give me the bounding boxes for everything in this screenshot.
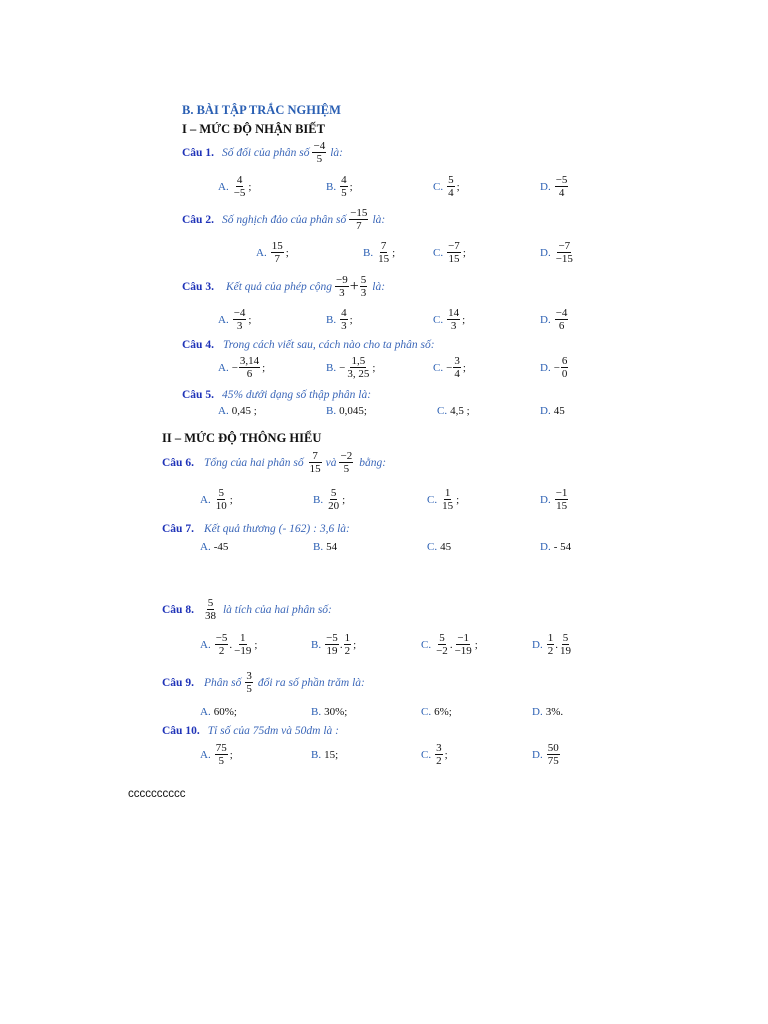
q3-b-fraction: $\frac{4}{3}$ [341,307,347,332]
q6-b-fraction: $\frac{5}{20}$ [328,487,340,512]
question-4-number: Câu 4. [182,339,214,351]
q1-c-fraction: $\frac{5}{4}$ [448,174,454,199]
section-b-title: B. BÀI TẬP TRẮC NGHIỆM [182,103,341,117]
q10-d-fraction: $\frac{50}{75}$ [547,742,559,767]
question-6-fraction-2: $\frac{-2}{5}$ [340,450,353,475]
question-9 [162,670,365,695]
question-3-fraction-1: $\frac{-9}{3}$ [336,274,348,299]
question-5-text: 45% dưới dạng số thập phân là: [221,389,372,401]
q5-option-a[interactable]: A. 0,45 ; [218,405,257,417]
q4-option-c[interactable]: C. − $\frac{3}{4}$ ; [433,355,466,380]
q2-option-b[interactable]: B. $\frac{7}{15}$ ; [363,240,396,265]
question-8-text: là tích của hai phân số: [222,603,332,616]
question-8-number: Câu 8. [162,603,194,616]
q7-option-d[interactable]: D. - 54 [540,541,572,553]
question-2-text-end: là: [372,213,386,226]
q7-option-c[interactable]: C. 45 [427,541,452,553]
question-10-number: Câu 10. [162,725,200,737]
q10-a-fraction: $\frac{75}{5}$ [215,742,227,767]
q3-option-d[interactable]: D. $\frac{-4}{6}$ [540,307,568,332]
q10-c-fraction: $\frac{3}{2}$ [436,742,442,767]
question-3-fraction-2: $\frac{5}{3}$ [360,274,367,299]
question-2-fraction: $\frac{-15}{7}$ [350,207,368,232]
q9-option-d[interactable]: D. 3%. [532,706,564,718]
question-9-fraction: $\frac{3}{5}$ [246,670,252,695]
q5-option-b[interactable]: B. 0,045; [326,405,367,417]
q2-b-fraction: $\frac{7}{15}$ [378,240,390,265]
q5-option-c[interactable]: C. 4,5 ; [437,405,470,417]
q4-option-b[interactable]: B. − $\frac{1,5}{3, 25}$ ; [326,355,376,380]
question-3-text: Kết quả của phép cộng [225,280,332,293]
q9-option-b[interactable]: B. 30%; [311,706,348,718]
question-7 [162,523,350,535]
question-1-number: Câu 1. [182,146,214,159]
q8-c-fraction-1: $\frac{5}{-2}$ [436,632,448,657]
q8-b-fraction-2: $\frac{1}{2}$ [344,632,351,657]
q6-option-d[interactable]: D. $\frac{-1}{15}$ [540,487,568,512]
question-1-text: Số đối của phân số [221,146,310,159]
q10-option-c[interactable]: C. $\frac{3}{2}$ ; [421,742,448,767]
question-3-number: Câu 3. [182,280,214,293]
question-1-fraction: $\frac{-4}{5}$ [313,140,326,165]
question-7-number: Câu 7. [162,523,194,535]
q8-d-fraction-2: $\frac{5}{19}$ [559,632,571,657]
q7-option-b[interactable]: B. 54 [313,541,338,553]
q8-option-b[interactable]: B. $\frac{-5}{19}$ . $\frac{1}{2}$ ; [311,632,357,657]
question-6-number: Câu 6. [162,456,194,469]
q1-d-fraction: $\frac{-5}{4}$ [555,174,568,199]
q5-option-d[interactable]: D. 45 [540,405,565,417]
question-5-number: Câu 5. [182,389,214,401]
q6-c-fraction: $\frac{1}{15}$ [442,487,454,512]
q6-d-fraction: $\frac{-1}{15}$ [555,487,568,512]
q2-a-fraction: $\frac{15}{7}$ [271,240,283,265]
q4-a-fraction: $\frac{3,14}{6}$ [239,355,260,380]
question-3-text-end: là: [372,280,386,293]
q8-option-c[interactable]: C. $\frac{5}{-2}$ . $\frac{-1}{-19}$ ; [421,632,478,657]
question-10-text: Tỉ số của 75dm và 50dm là : [207,725,339,737]
q2-option-d[interactable]: D. $\frac{-7}{-15}$ [540,240,573,265]
question-6 [162,450,386,475]
q8-c-fraction-2: $\frac{-1}{-19}$ [454,632,472,657]
level-1-heading: I – MỨC ĐỘ NHẬN BIẾT [182,122,325,136]
q8-a-fraction-2: $\frac{1}{-19}$ [234,632,252,657]
question-6-fraction-1: $\frac{7}{15}$ [309,450,321,475]
q10-option-b[interactable]: B. 15; [311,749,339,761]
q4-d-fraction: $\frac{6}{0}$ [561,355,568,380]
q3-d-fraction: $\frac{-4}{6}$ [555,307,568,332]
q1-b-fraction: $\frac{4}{5}$ [341,174,347,199]
question-1-text-end: là: [330,146,343,159]
question-6-and: và [325,456,337,469]
level-2-heading: II – MỨC ĐỘ THÔNG HIỂU [162,431,322,445]
q3-a-fraction: $\frac{-4}{3}$ [233,307,246,332]
q2-option-a[interactable]: A. $\frac{15}{7}$ ; [256,240,289,265]
q3-c-fraction: $\frac{14}{3}$ [448,307,460,332]
q3-option-a[interactable]: A. $\frac{-4}{3}$ ; [218,307,252,332]
question-4-text: Trong cách viết sau, cách nào cho ta phân số: [222,339,435,351]
q9-option-a[interactable]: A. 60%; [200,706,237,718]
question-2-text: Số nghịch đảo của phân số [221,213,347,226]
q1-option-a[interactable]: A. $\frac{4}{-5}$ ; [218,174,252,199]
question-8 [162,597,332,622]
q6-option-c[interactable]: C. $\frac{1}{15}$ ; [427,487,460,512]
question-6-text-end: bằng: [359,456,387,469]
question-9-text: Phân số [203,676,242,689]
question-5 [182,389,371,401]
q8-d-fraction-1: $\frac{1}{2}$ [547,632,554,657]
q7-option-a[interactable]: A. -45 [200,541,229,553]
q2-d-fraction: $\frac{-7}{-15}$ [555,240,573,265]
footer-text: cccccccccc [128,788,186,800]
question-7-text: Kết quả thương (- 162) : 3,6 là: [203,523,350,535]
q2-option-c[interactable]: C. $\frac{-7}{15}$ ; [433,240,466,265]
q8-a-fraction-1: $\frac{-5}{2}$ [215,632,228,657]
q1-a-fraction: $\frac{4}{-5}$ [233,174,246,199]
question-1 [182,140,343,165]
q3-option-b[interactable]: B. $\frac{4}{3}$ ; [326,307,353,332]
q1-option-d[interactable]: D. $\frac{-5}{4}$ [540,174,568,199]
q4-option-a[interactable]: A. − $\frac{3,14}{6}$ ; [218,355,266,380]
question-9-text-end: đổi ra số phần trăm là: [257,676,365,689]
q10-option-a[interactable]: A. $\frac{75}{5}$ ; [200,742,233,767]
q4-b-fraction: $\frac{1,5}{3, 25}$ [347,355,370,380]
q8-option-a[interactable]: A. $\frac{-5}{2}$ . $\frac{1}{-19}$ ; [200,632,258,657]
q1-option-b[interactable]: B. $\frac{4}{5}$ ; [326,174,353,199]
q3-option-c[interactable]: C. $\frac{14}{3}$ ; [433,307,466,332]
question-3-plus: + [349,277,359,295]
question-2 [182,207,385,232]
q4-c-fraction: $\frac{3}{4}$ [454,355,460,380]
q6-option-a[interactable]: A. $\frac{5}{10}$ ; [200,487,233,512]
question-3 [182,274,385,299]
q9-option-c[interactable]: C. 6%; [421,706,452,718]
question-6-text: Tổng của hai phân số [203,456,304,469]
q1-option-c[interactable]: C. $\frac{5}{4}$ ; [433,174,460,199]
question-9-number: Câu 9. [162,676,194,689]
q6-option-b[interactable]: B. $\frac{5}{20}$ ; [313,487,346,512]
question-4 [182,339,435,351]
q8-option-d[interactable]: D. $\frac{1}{2}$ . $\frac{5}{19}$ [532,632,571,657]
q4-option-d[interactable]: D. − $\frac{6}{0}$ [540,355,568,380]
question-8-fraction: $\frac{5}{38}$ [204,597,216,622]
question-10 [162,725,339,737]
q2-c-fraction: $\frac{-7}{15}$ [448,240,460,265]
q10-option-d[interactable]: D. $\frac{50}{75}$ [532,742,559,767]
question-2-number: Câu 2. [182,213,214,226]
q8-b-fraction-1: $\frac{-5}{19}$ [326,632,338,657]
q6-a-fraction: $\frac{5}{10}$ [215,487,227,512]
